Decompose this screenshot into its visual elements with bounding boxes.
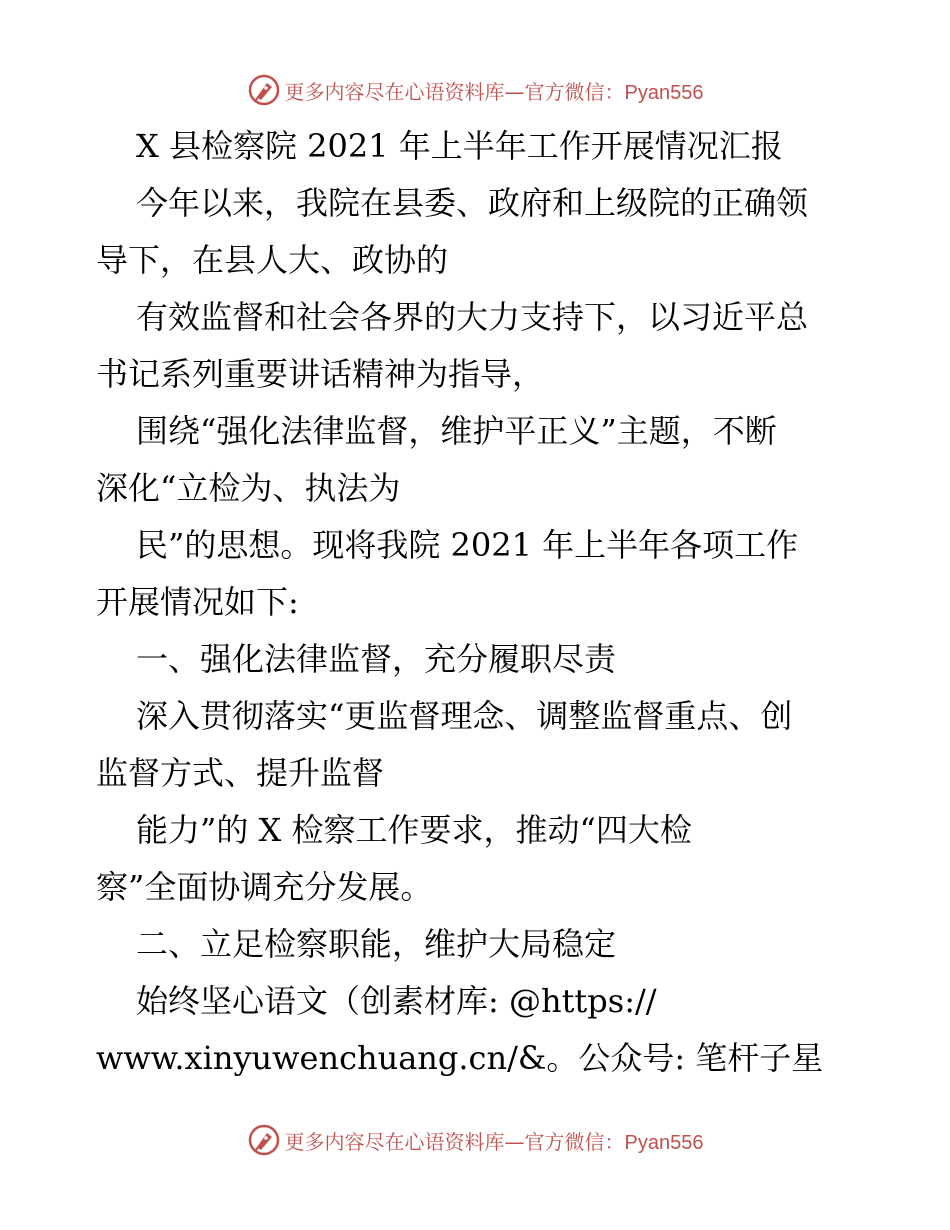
banner-text-cn: 更多内容尽在心语资料库—官方微信： [284, 79, 625, 104]
banner-text-en: Pyan556 [624, 81, 704, 104]
paragraph-line: 围绕“强化法律监督，维护平正义”主题，不断 [136, 412, 777, 450]
paragraph-line: www.xinyuwenchuang.cn/&。公众号: 笔杆子星 [96, 1039, 824, 1077]
section-heading: 一、强化法律监督，充分履职尽责 [136, 640, 617, 678]
footer-banner [0, 1120, 950, 1160]
paragraph-line: 书记系列重要讲话精神为指导， [96, 355, 545, 393]
paragraph-line: 始终坚心语文（创素材库: @https:// [136, 982, 657, 1020]
paragraph-line: 有效监督和社会各界的大力支持下，以习近平总 [136, 298, 809, 336]
pen-nib-logo-icon [247, 73, 281, 107]
paragraph-line: 察”全面协调充分发展。 [96, 868, 433, 906]
paragraph-line: 导下，在县人大、政协的 [96, 241, 449, 279]
document-body [96, 118, 856, 1087]
document-title: X 县检察院 2021 年上半年工作开展情况汇报 [136, 127, 783, 165]
banner-text [285, 1126, 704, 1155]
paragraph-line: 能力”的 X 检察工作要求，推动“四大检 [136, 811, 692, 849]
paragraph-line: 民”的思想。现将我院 2021 年上半年各项工作 [136, 526, 799, 564]
banner-text-en: Pyan556 [624, 1131, 704, 1154]
paragraph-line: 今年以来，我院在县委、政府和上级院的正确领 [136, 184, 809, 222]
paragraph-line: 深入贯彻落实“更监督理念、调整监督重点、创 [136, 697, 793, 735]
pen-nib-logo-icon [247, 1123, 281, 1157]
header-banner [0, 70, 950, 110]
banner-text [285, 76, 704, 105]
paragraph-line: 开展情况如下: [96, 583, 299, 621]
paragraph-line: 深化“立检为、执法为 [96, 469, 401, 507]
banner-text-cn: 更多内容尽在心语资料库—官方微信： [284, 1129, 625, 1154]
section-heading: 二、立足检察职能，维护大局稳定 [136, 925, 617, 963]
paragraph-line: 监督方式、提升监督 [96, 754, 385, 792]
